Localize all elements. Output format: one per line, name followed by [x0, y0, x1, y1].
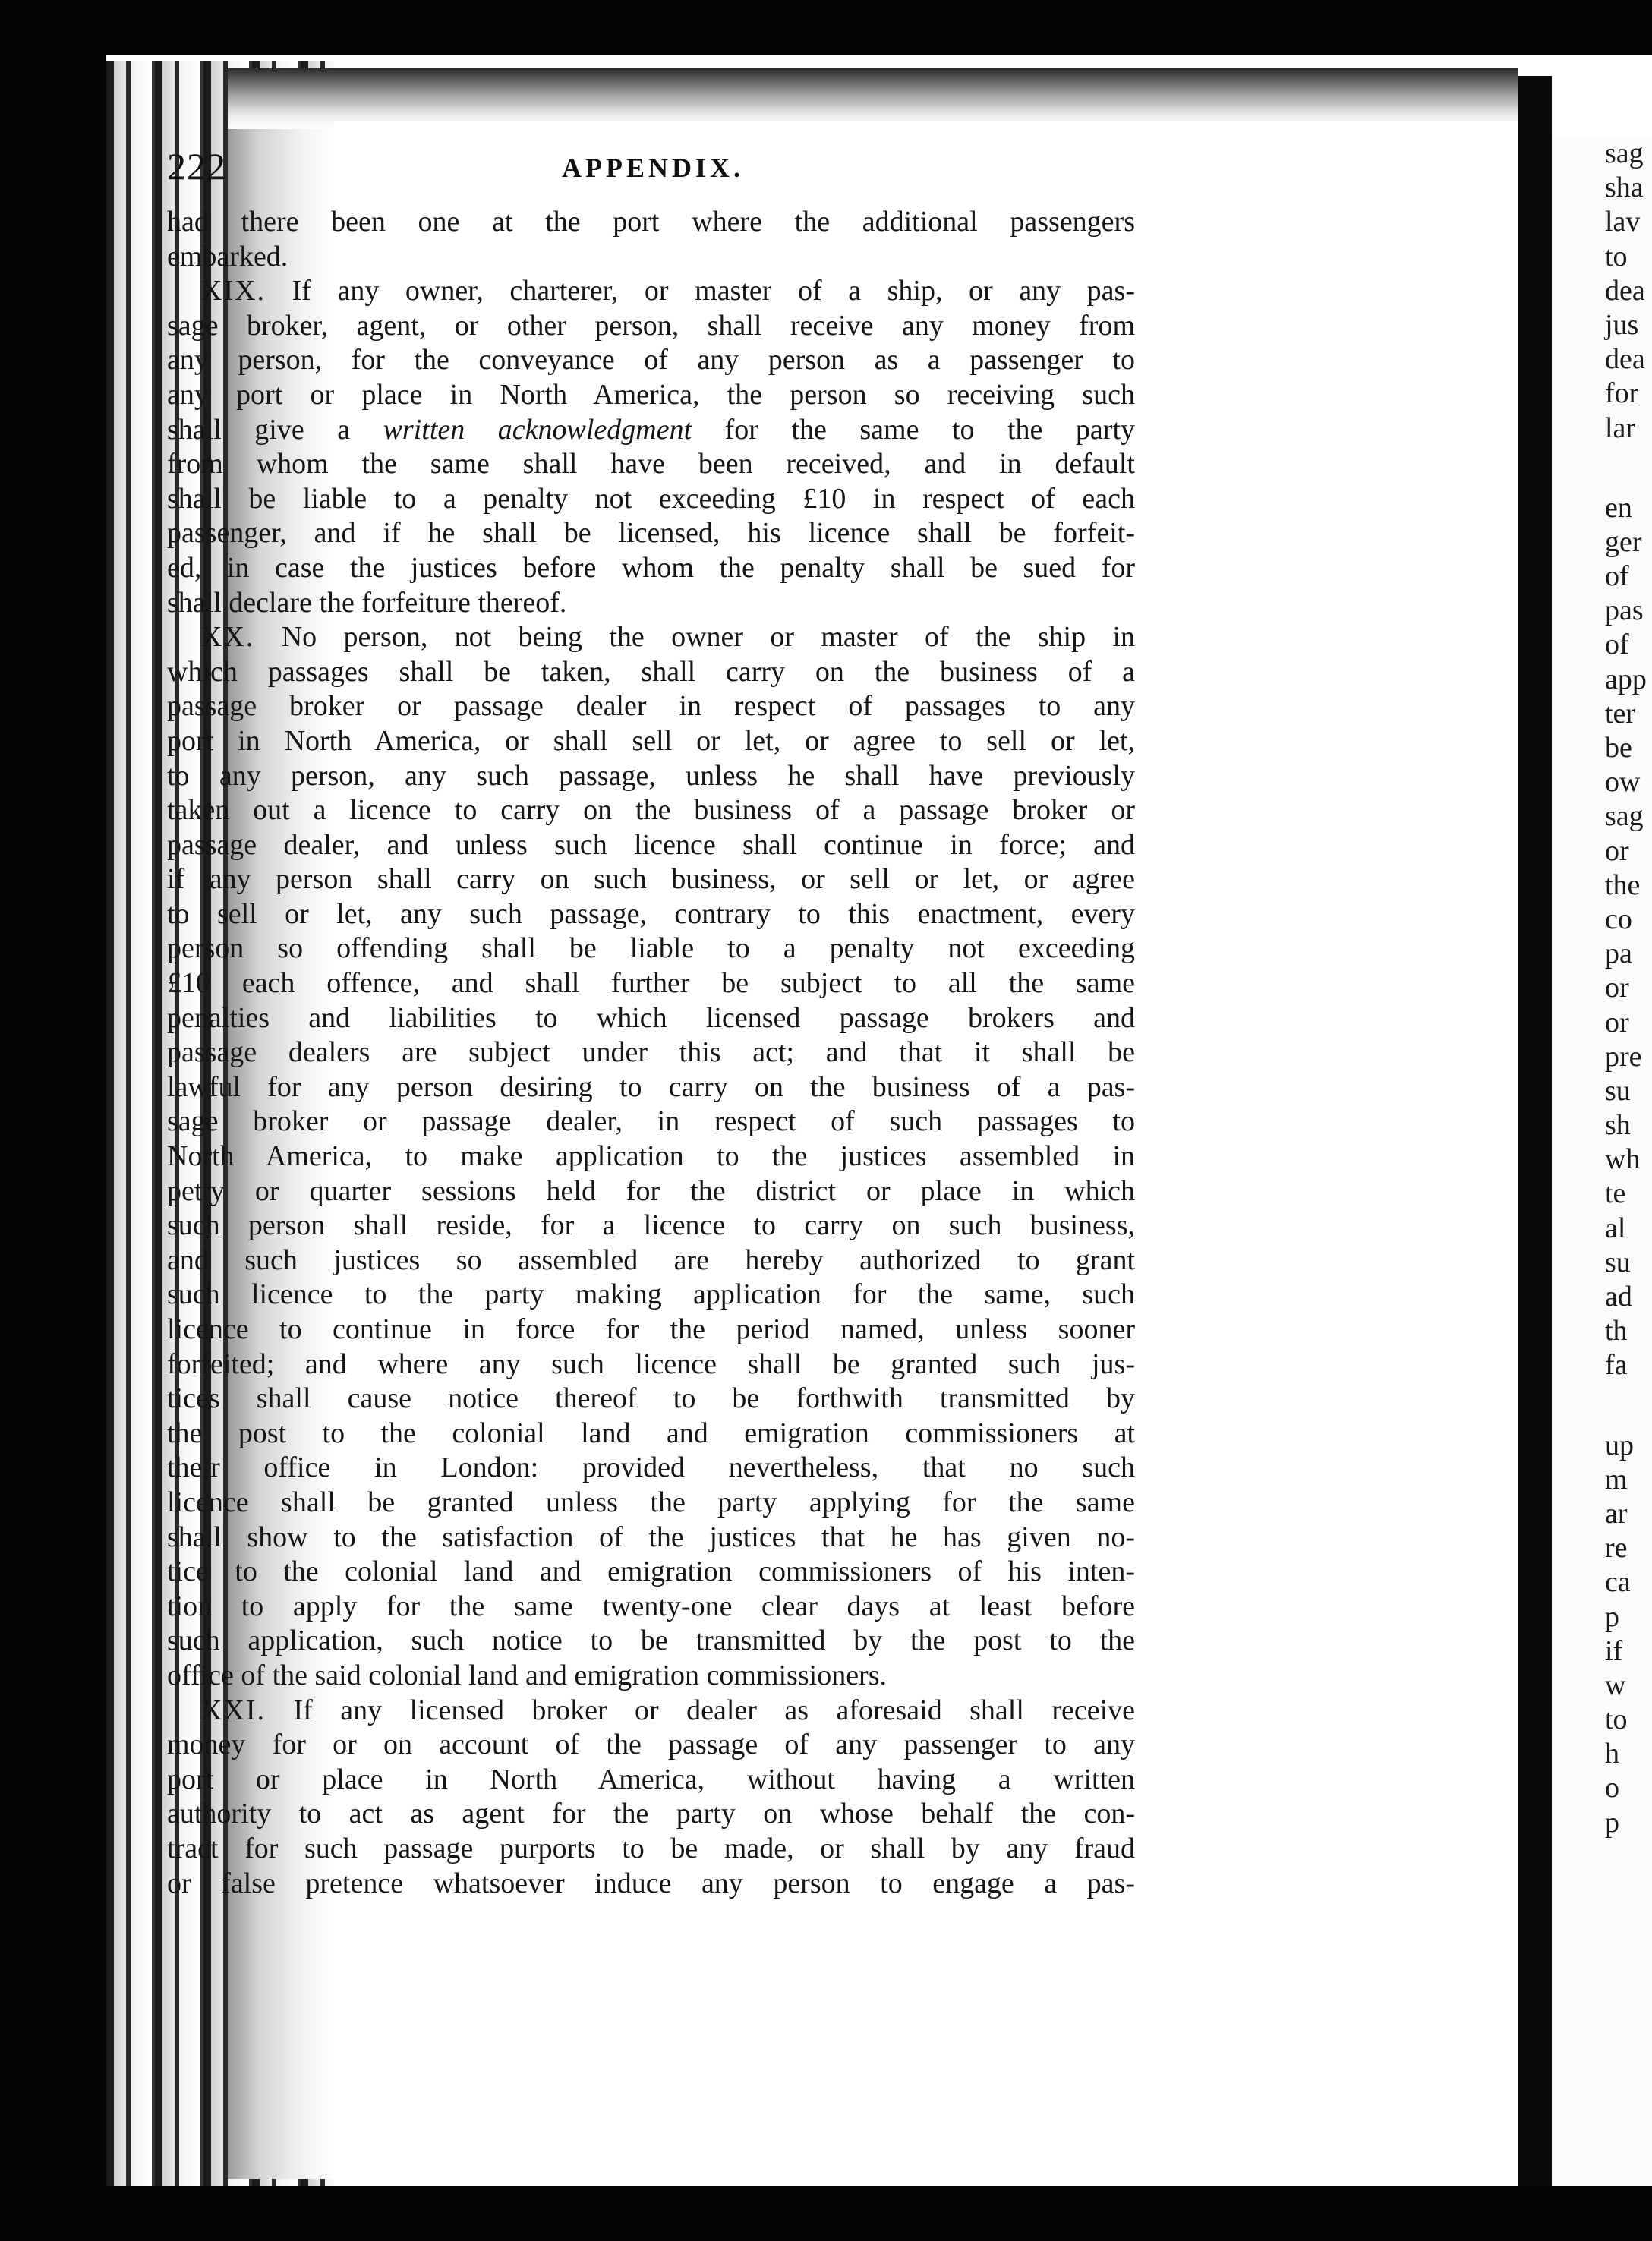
text-line	[167, 1070, 1135, 1105]
text-run: shall be liable to a penalty not exceeding £10 in respect of each	[167, 482, 1135, 515]
text-run: authority to act as agent for the party on whose behalf the con-	[167, 1798, 1135, 1830]
facing-text-fragment: sh	[1605, 1109, 1631, 1142]
scan-border-left	[0, 0, 106, 2241]
text-line	[167, 1728, 1135, 1763]
text-run: or false pretence whatsoever induce any person to engage a pas-	[167, 1867, 1135, 1899]
text-run: shall give a	[167, 413, 383, 446]
facing-text-fragment: th	[1605, 1315, 1628, 1347]
text-run: port or place in North America, without having a written	[167, 1763, 1135, 1795]
facing-text-fragment: for	[1605, 377, 1639, 410]
text-run: shall show to the satisfaction of the justices that he has given no-	[167, 1521, 1135, 1553]
facing-text-fragment: su	[1605, 1246, 1631, 1278]
facing-text-fragment: ter	[1605, 697, 1636, 730]
text-line	[167, 1659, 1135, 1694]
facing-text-fragment: o	[1605, 1772, 1619, 1804]
text-line	[167, 240, 1135, 275]
text-run: passenger, and if he shall be licensed, his licence shall be forfeit-	[167, 517, 1135, 550]
text-line	[167, 1832, 1135, 1867]
text-run: tices shall cause notice thereof to be forthwith transmitted by	[167, 1382, 1135, 1415]
body-text	[167, 205, 1135, 1901]
facing-text-fragment: dea	[1605, 343, 1645, 376]
text-line	[167, 1278, 1135, 1313]
text-run: embarked.	[167, 240, 288, 273]
facing-text-fragment: to	[1605, 1704, 1628, 1736]
facing-text-fragment: re	[1605, 1532, 1628, 1565]
text-run: had there been one at the port where the additional passengers	[167, 206, 1135, 238]
text-line	[167, 1797, 1135, 1832]
text-line	[167, 1035, 1135, 1070]
text-run: petty or quarter sessions held for the district or place in which	[167, 1174, 1135, 1207]
text-run: passage dealers are subject under this act; and that it shall be	[167, 1036, 1135, 1069]
section-number: XXI.	[201, 1694, 266, 1726]
text-line	[167, 274, 1135, 309]
text-run: office of the said colonial land and emigration commissioners.	[167, 1659, 887, 1691]
text-run: their office in London: provided nevertheless, that no such	[167, 1451, 1135, 1484]
text-line	[167, 1174, 1135, 1209]
text-line	[167, 1139, 1135, 1174]
text-run: passage dealer, and unless such licence shall continue in force; and	[167, 828, 1135, 861]
facing-text-fragment: if	[1605, 1634, 1623, 1667]
text-run: any person, for the conveyance of any person as a passenger to	[167, 344, 1135, 377]
facing-text-fragment: p	[1605, 1806, 1619, 1839]
facing-text-fragment: p	[1605, 1600, 1619, 1633]
text-line	[167, 1694, 1135, 1729]
text-line	[167, 966, 1135, 1001]
text-line	[167, 655, 1135, 690]
facing-text-fragment	[1552, 1383, 1652, 1429]
facing-text-fragment: m	[1605, 1463, 1628, 1496]
facing-text-fragment: lav	[1605, 206, 1641, 238]
text-run: sage broker or passage dealer, in respect of such passages to	[167, 1105, 1135, 1138]
text-run: which passages shall be taken, shall carry on the business of a	[167, 655, 1135, 688]
facing-text-fragment: ad	[1605, 1281, 1632, 1313]
facing-text-fragment: sag	[1605, 137, 1644, 169]
page-title: APPENDIX.	[562, 153, 744, 183]
facing-text-fragment: fa	[1605, 1349, 1628, 1382]
text-run: tract for such passage purports to be made, or shall by any fraud	[167, 1832, 1135, 1864]
text-run: licence shall be granted unless the party applying for the same	[167, 1486, 1135, 1518]
text-line	[167, 724, 1135, 759]
section-number: XX.	[201, 621, 255, 654]
text-line	[167, 793, 1135, 828]
facing-text-fragment: wh	[1605, 1143, 1641, 1176]
text-line	[167, 413, 1135, 448]
text-line	[167, 689, 1135, 724]
text-line	[167, 620, 1135, 655]
book-gutter	[1518, 76, 1552, 2202]
text-run: taken out a licence to carry on the business of a passage broker or	[167, 794, 1135, 827]
facing-text-fragment	[1552, 446, 1652, 491]
text-line	[167, 1555, 1135, 1590]
facing-text-fragment: ow	[1605, 766, 1641, 799]
section-number: XIX.	[201, 275, 266, 307]
text-line	[167, 759, 1135, 794]
text-line	[167, 1313, 1135, 1347]
facing-text-fragment: pa	[1605, 938, 1632, 970]
facing-text-fragment: app	[1605, 663, 1647, 695]
facing-text-fragment: co	[1605, 903, 1632, 935]
text-run: shall declare the forfeiture thereof.	[167, 586, 567, 619]
text-line	[167, 828, 1135, 863]
text-line	[167, 1867, 1135, 1902]
facing-text-fragment: of	[1605, 629, 1629, 661]
text-run: money for or on account of the passage of any passenger to any	[167, 1729, 1135, 1761]
facing-text-fragment: ar	[1605, 1497, 1628, 1530]
text-run: penalties and liabilities to which licensed passage brokers and	[167, 1001, 1135, 1034]
scan-border-bottom	[0, 2186, 1652, 2241]
text-line	[167, 205, 1135, 240]
page-number: 222	[167, 145, 226, 188]
text-line	[167, 378, 1135, 413]
text-line	[167, 1001, 1135, 1036]
facing-text-fragment: pas	[1605, 594, 1644, 627]
facing-text-fragment: to	[1605, 240, 1628, 273]
text-run: the post to the colonial land and emigration commissioners at	[167, 1417, 1135, 1449]
scan-border-top	[0, 0, 1652, 55]
text-run: If any owner, charterer, or master of a ship, or any pas-	[266, 275, 1135, 307]
facing-text-fragment: en	[1605, 491, 1632, 524]
facing-text-fragment: sag	[1605, 800, 1644, 833]
text-run: lawful for any person desiring to carry on the business of a pas-	[167, 1070, 1135, 1103]
text-run: £10 each offence, and shall further be subject to all the same	[167, 967, 1135, 1000]
text-line	[167, 1243, 1135, 1278]
text-run: North America, to make application to the justices assembled in	[167, 1140, 1135, 1173]
facing-text-fragment: be	[1605, 732, 1632, 764]
facing-text-fragment: w	[1605, 1669, 1626, 1701]
text-line	[167, 447, 1135, 482]
text-line	[167, 1451, 1135, 1486]
text-line	[167, 1486, 1135, 1521]
text-line	[167, 931, 1135, 966]
text-run: person so offending shall be liable to a penalty not exceeding	[167, 932, 1135, 965]
italic-text: written acknowledgment	[383, 413, 692, 446]
text-line	[167, 1590, 1135, 1625]
facing-text-fragment: pre	[1605, 1040, 1642, 1073]
text-run: passage broker or passage dealer in respect of passages to any	[167, 690, 1135, 723]
text-run: tion to apply for the same twenty-one clear days at least before	[167, 1590, 1135, 1622]
text-run: any port or place in North America, the person so receiving such	[167, 378, 1135, 411]
text-line	[167, 1382, 1135, 1417]
facing-text-fragment: up	[1605, 1429, 1634, 1461]
facing-text-fragment: ger	[1605, 525, 1642, 558]
text-line	[167, 586, 1135, 621]
text-run: and such justices so assembled are hereby authorized to grant	[167, 1243, 1135, 1276]
text-run: to sell or let, any such passage, contrary to this enactment, every	[167, 897, 1135, 930]
facing-text-fragment: jus	[1605, 308, 1639, 341]
text-run: from whom the same shall have been received, and in default	[167, 448, 1135, 481]
text-run: No person, not being the owner or master of the ship in	[254, 621, 1135, 654]
facing-text-fragment: or	[1605, 834, 1629, 867]
text-run: such application, such notice to be transmitted by the post to the	[167, 1625, 1135, 1657]
facing-page	[1552, 137, 1652, 2186]
facing-text-fragment: or	[1605, 1006, 1629, 1039]
facing-text-fragment: ca	[1605, 1566, 1631, 1599]
text-run: such person shall reside, for a licence to carry on such business,	[167, 1209, 1135, 1242]
text-line	[167, 1417, 1135, 1451]
facing-text-fragment: su	[1605, 1074, 1631, 1107]
text-run: licence to continue in force for the period named, unless sooner	[167, 1313, 1135, 1345]
text-run: forfeited; and where any such licence shall be granted such jus-	[167, 1347, 1135, 1380]
facing-text-fragment: or	[1605, 972, 1629, 1004]
text-line	[167, 1347, 1135, 1382]
running-head	[167, 144, 1139, 197]
text-run: port in North America, or shall sell or let, or agree to sell or let,	[167, 724, 1135, 757]
text-line	[167, 1209, 1135, 1243]
text-line	[167, 309, 1135, 344]
text-line	[167, 897, 1135, 932]
text-line	[167, 551, 1135, 586]
text-line	[167, 1521, 1135, 1555]
text-line	[167, 862, 1135, 897]
text-line	[167, 516, 1135, 551]
facing-text-fragment: of	[1605, 560, 1629, 593]
facing-text-fragment: h	[1605, 1738, 1619, 1770]
text-line	[167, 1624, 1135, 1659]
text-line	[167, 1763, 1135, 1798]
text-run: if any person shall carry on such business, or sell or let, or agree	[167, 863, 1135, 896]
text-line	[167, 1105, 1135, 1139]
text-run: for the same to the party	[692, 413, 1135, 446]
facing-text-fragment: lar	[1605, 411, 1636, 444]
text-run: to any person, any such passage, unless he shall have previously	[167, 759, 1135, 792]
facing-text-fragment: dea	[1605, 274, 1645, 307]
facing-text-fragment: al	[1605, 1212, 1626, 1244]
facing-text-fragment: the	[1605, 868, 1641, 901]
facing-text-fragment: te	[1605, 1177, 1626, 1210]
text-run: If any licensed broker or dealer as aforesaid shall receive	[266, 1694, 1135, 1726]
text-run: ed, in case the justices before whom the penalty shall be sued for	[167, 551, 1135, 584]
top-shadow	[228, 68, 1518, 129]
text-run: tice to the colonial land and emigration commissioners of his inten-	[167, 1555, 1135, 1588]
text-run: such licence to the party making application for the same, such	[167, 1278, 1135, 1311]
text-run: sage broker, agent, or other person, shall receive any money from	[167, 309, 1135, 342]
text-line	[167, 482, 1135, 517]
facing-text-fragment: sha	[1605, 172, 1644, 204]
text-line	[167, 343, 1135, 378]
